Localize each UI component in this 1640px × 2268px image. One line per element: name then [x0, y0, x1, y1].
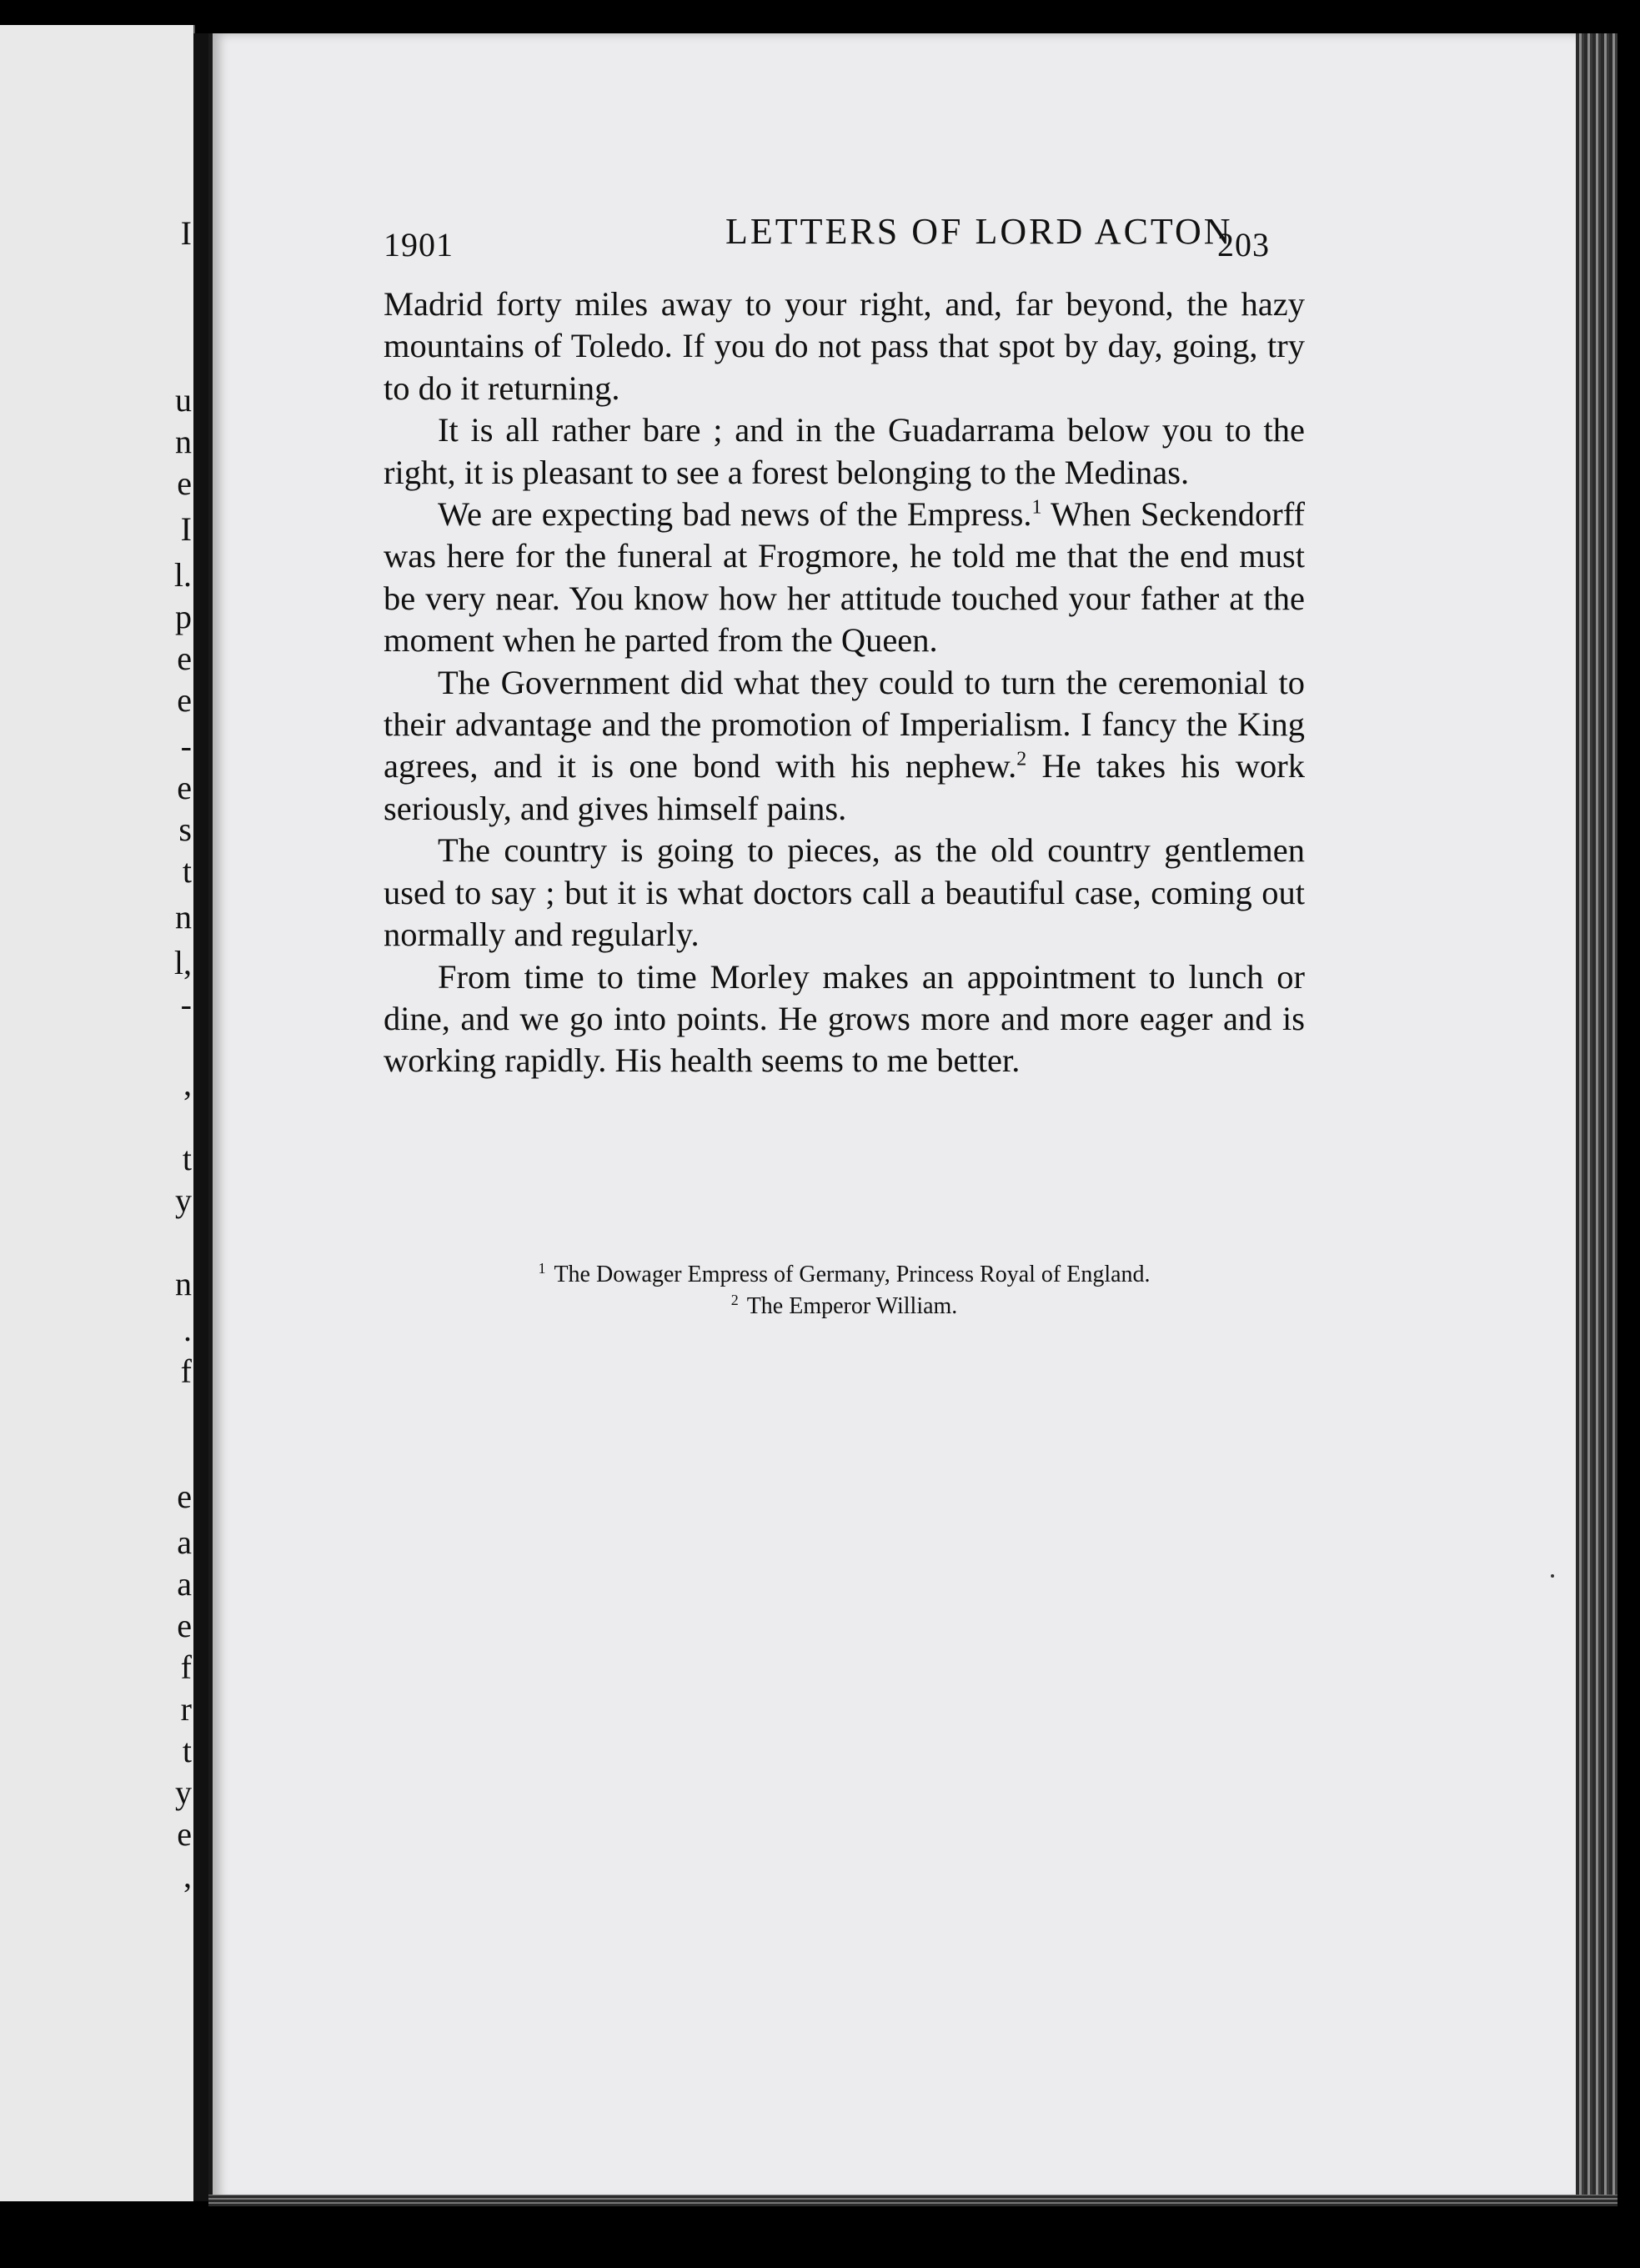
facing-page-fragment: l, — [173, 944, 192, 981]
paragraph — [384, 409, 1305, 494]
footnote-text: The Emperor William. — [746, 1293, 958, 1319]
paragraph — [384, 830, 1305, 956]
facing-page-fragment: t — [182, 1732, 192, 1769]
facing-page-fragment: t — [182, 852, 192, 890]
header-year: 1901 — [384, 226, 454, 263]
facing-page-fragment: f — [180, 1352, 192, 1390]
facing-page-fragment: r — [180, 1690, 192, 1728]
facing-page-fragment: n — [175, 1265, 192, 1302]
body-text — [384, 284, 1305, 1082]
facing-page-fragment: , — [183, 1065, 192, 1102]
facing-page-fragment: n — [175, 423, 192, 460]
facing-page-fragment: t — [182, 1140, 192, 1177]
facing-page-fragment: l. — [173, 556, 192, 594]
facing-page-fragment: - — [180, 986, 192, 1023]
paragraph-text: We are expecting bad news of the Empress. — [438, 495, 1032, 534]
facing-page — [0, 25, 195, 2201]
paragraph-text: When Seckendorff was here for the funeral at Frogmore, he told me that the end must be very near. You know how her attitude touched your father at the moment when he parted from the Queen. — [384, 495, 1305, 660]
paragraph — [384, 494, 1305, 662]
page-number: 203 — [1217, 226, 1270, 263]
facing-page-fragment: e — [177, 1607, 192, 1644]
facing-page-fragment: p — [175, 598, 192, 635]
facing-page-fragment: s — [178, 810, 192, 848]
footnote — [384, 1259, 1305, 1291]
facing-page-fragment: e — [177, 640, 192, 677]
footnote-mark: 1 — [538, 1259, 546, 1277]
paper-speck — [1551, 1574, 1554, 1578]
facing-page-fragment: e — [177, 769, 192, 806]
paragraph-text: The country is going to pieces, as the old country gentlemen used to say ; but it is what doctors call a beautiful case, coming out normally and regularly. — [384, 831, 1305, 954]
facing-page-fragment: a — [177, 1523, 192, 1561]
footnote-mark: 2 — [730, 1291, 739, 1308]
paragraph — [384, 662, 1305, 830]
paragraph-text: It is all rather bare ; and in the Guadarrama below you to the right, it is pleasant to see a forest belonging to the Medinas. — [384, 411, 1305, 491]
facing-page-fragment: . — [183, 1311, 192, 1348]
facing-page-fragment: f — [180, 1648, 192, 1686]
book-page — [208, 33, 1580, 2201]
page-stack-edge — [1576, 33, 1617, 2201]
paragraph — [384, 956, 1305, 1082]
facing-page-fragment: u — [175, 381, 192, 419]
footnote-reference: 2 — [1016, 748, 1027, 770]
facing-page-fragment: e — [177, 681, 192, 719]
footnote — [384, 1291, 1305, 1322]
facing-page-text-fragments — [50, 25, 192, 2201]
paragraph-text: From time to time Morley makes an appointment to lunch or dine, and we go into points. He grows more and more eager and is working rapidly. His health seems to me better. — [384, 957, 1305, 1080]
facing-page-fragment: I — [180, 214, 192, 252]
facing-page-fragment: y — [175, 1182, 192, 1219]
footnotes — [384, 1259, 1305, 1322]
facing-page-fragment: - — [180, 727, 192, 765]
paragraph-text: He takes his work seriously, and gives himself pains. — [384, 747, 1305, 827]
facing-page-fragment: n — [175, 898, 192, 936]
facing-page-fragment: y — [175, 1774, 192, 1811]
footnote-reference: 1 — [1031, 496, 1042, 519]
running-title: LETTERS OF LORD ACTON — [725, 211, 1233, 252]
facing-page-fragment: I — [180, 510, 192, 548]
paragraph-text: The Government did what they could to turn the ceremonial to their advantage and the promotion of Imperialism. I fancy the King agrees, and it is one bond with his nephew. — [384, 663, 1305, 785]
facing-page-fragment: e — [177, 464, 192, 502]
facing-page-fragment: a — [177, 1565, 192, 1603]
facing-page-fragment: e — [177, 1815, 192, 1853]
paragraph-text: Madrid forty miles away to your right, and, far beyond, the hazy mountains of Toledo. If you do not pass that spot by day, going, try to do it returning. — [384, 285, 1305, 407]
page-stack-bottom — [208, 2195, 1617, 2206]
facing-page-fragment: , — [183, 1857, 192, 1894]
running-header — [384, 210, 1301, 277]
paragraph — [384, 284, 1305, 409]
facing-page-fragment: e — [177, 1478, 192, 1515]
footnote-text: The Dowager Empress of Germany, Princess Royal of England. — [554, 1262, 1151, 1287]
